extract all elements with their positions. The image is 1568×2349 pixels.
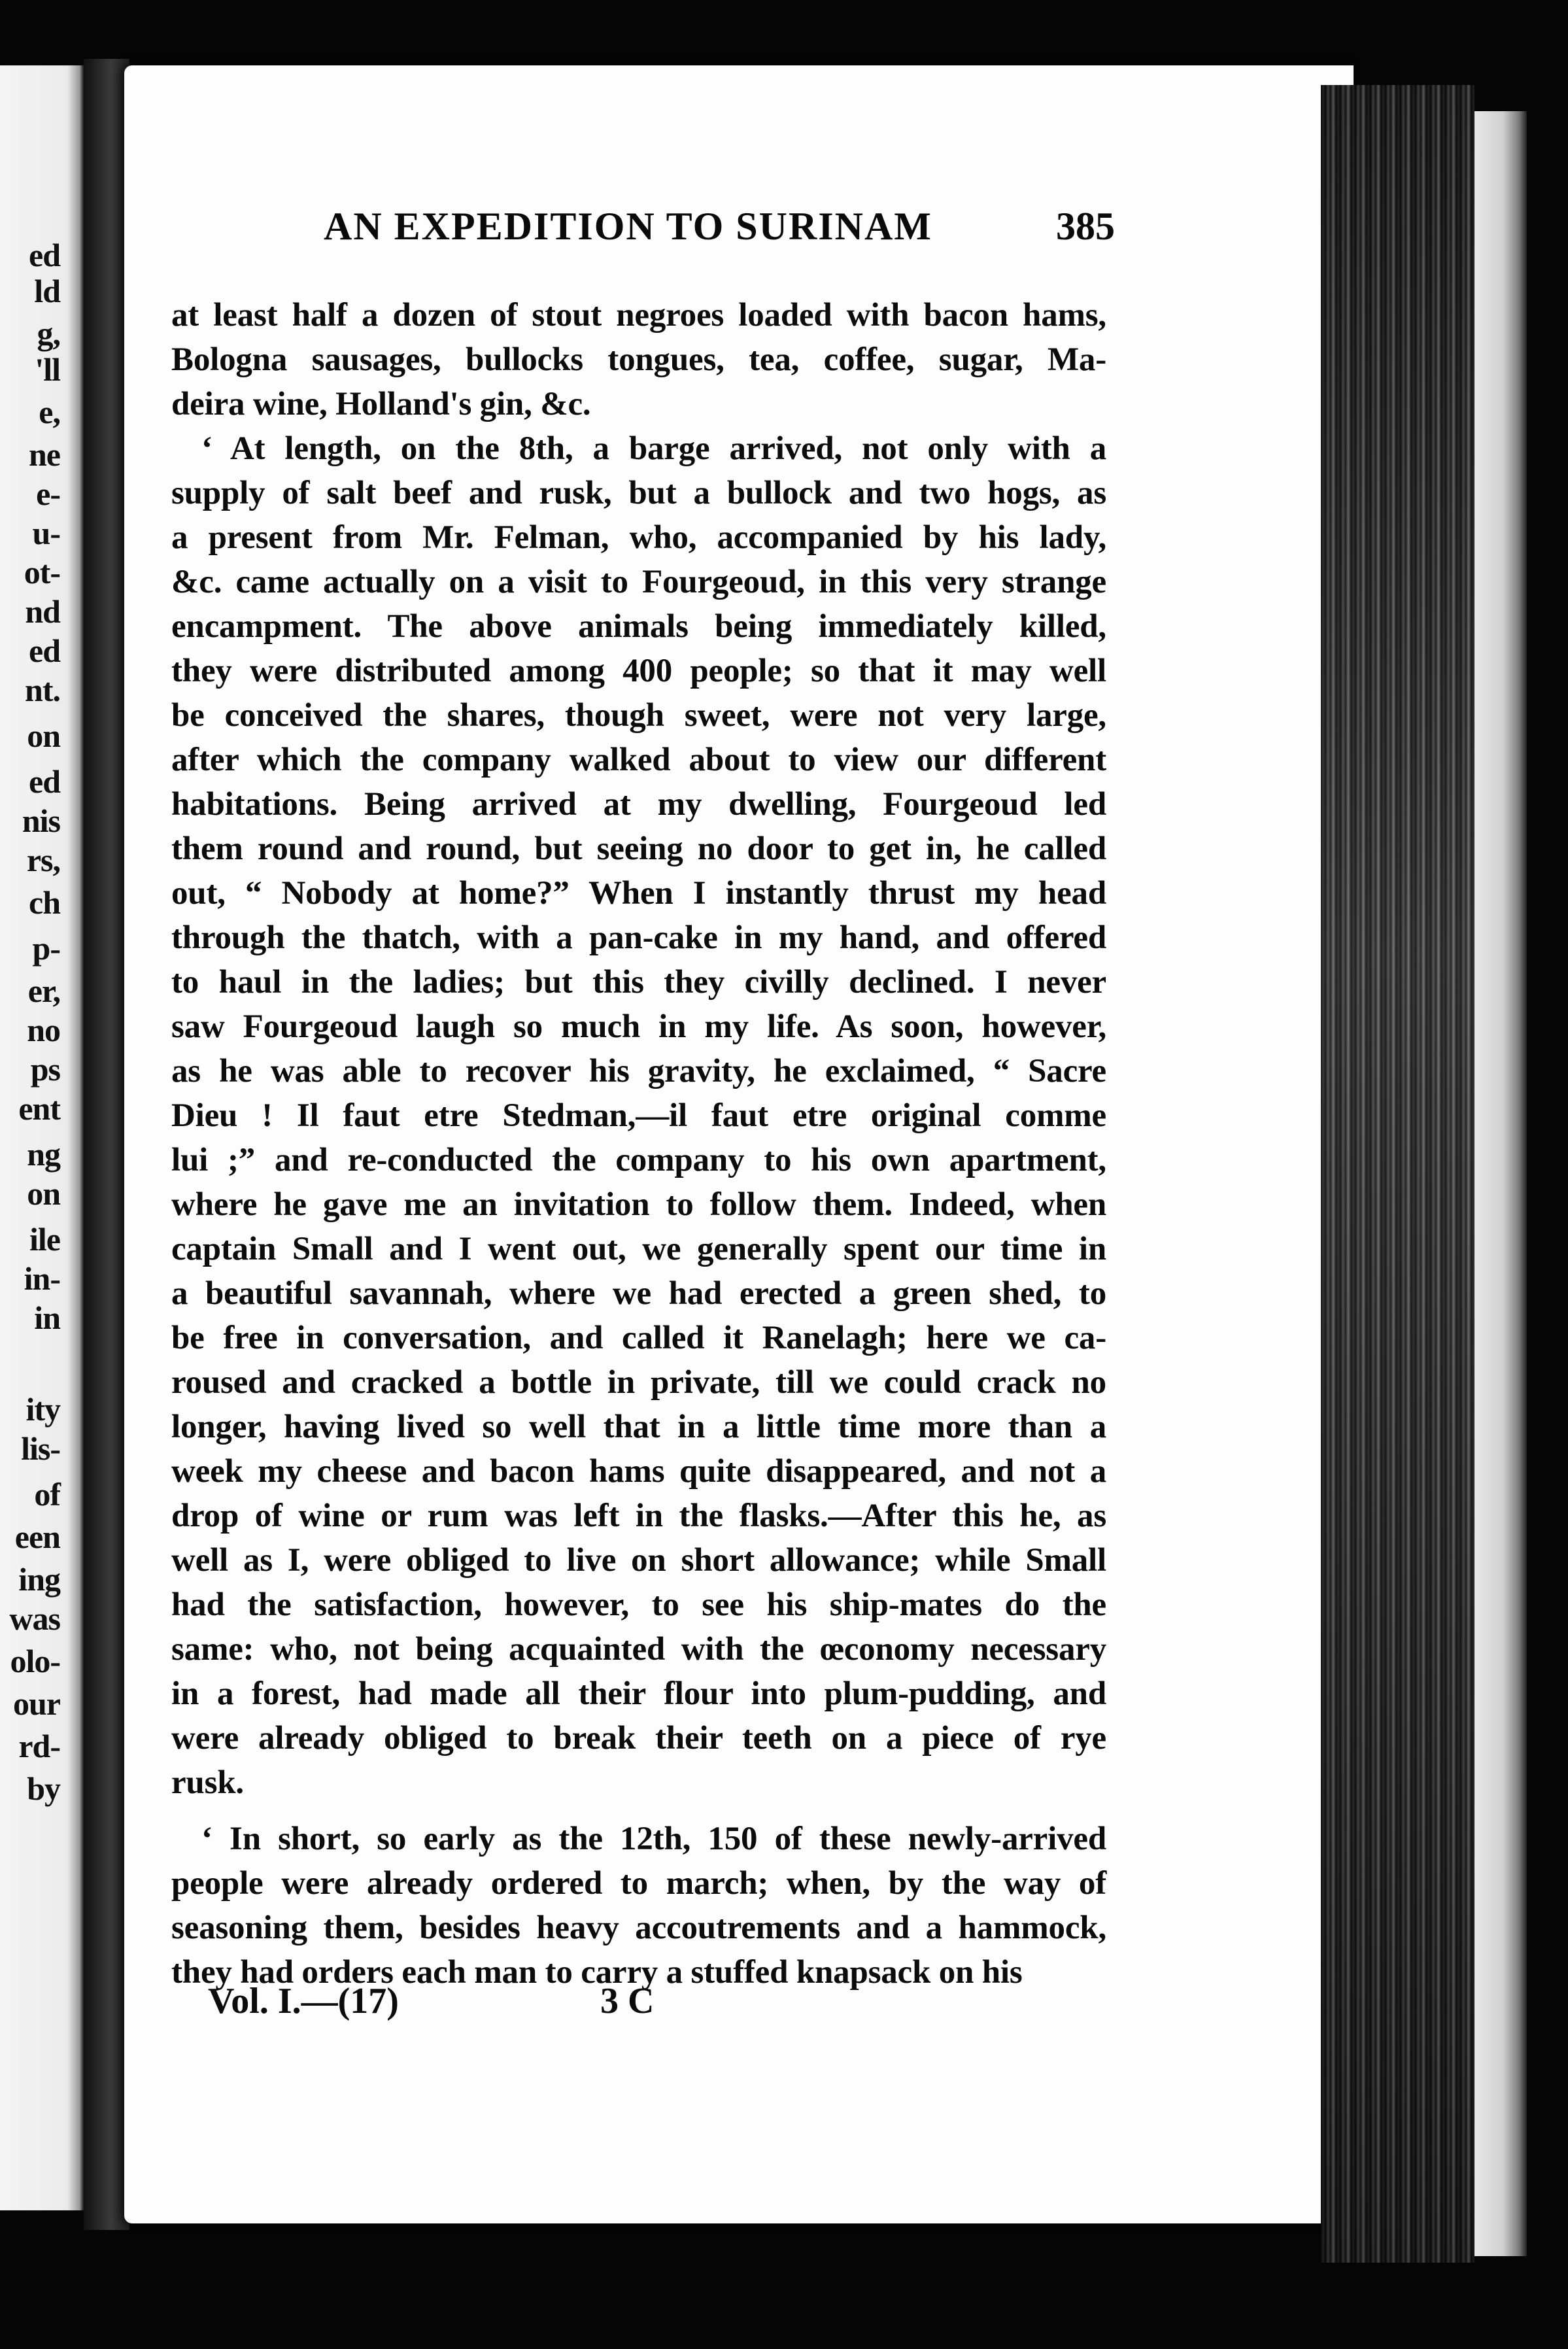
text-line: well as I, were obliged to live on short allowance; while Small xyxy=(171,1542,1106,1579)
left-page-fragment: ng xyxy=(27,1136,60,1173)
left-page-fragment: ne xyxy=(29,436,60,473)
text-line: habitations. Being arrived at my dwelling, Fourgeoud led xyxy=(171,786,1106,823)
text-line: them round and round, but seeing no door to get in, he called xyxy=(171,831,1106,867)
left-page-fragment: was xyxy=(9,1600,60,1637)
page-footer xyxy=(208,1980,731,2026)
left-page-fragment: 'll xyxy=(35,351,60,388)
left-page-fragment: olo- xyxy=(10,1643,60,1679)
left-page-fragment: rs, xyxy=(26,842,60,878)
left-page-fragment: ile xyxy=(29,1221,60,1258)
book-rim xyxy=(1474,111,1527,2256)
text-line: a present from Mr. Felman, who, accompanied by his lady, xyxy=(171,519,1106,556)
left-page-fragment: ed xyxy=(29,763,60,800)
text-line: rusk. xyxy=(171,1764,244,1801)
text-line: saw Fourgeoud laugh so much in my life. As soon, however, xyxy=(171,1008,1106,1045)
text-line: encampment. The above animals being immediately killed, xyxy=(171,608,1106,645)
text-line: in a forest, had made all their flour into plum-pudding, and xyxy=(171,1675,1106,1712)
left-page-fragment: ch xyxy=(29,884,60,921)
page-number: 385 xyxy=(1056,205,1115,248)
left-page-fragment: on xyxy=(27,1175,60,1212)
text-line: seasoning them, besides heavy accoutrements and a hammock, xyxy=(171,1910,1106,1946)
left-page-fragment: ing xyxy=(18,1561,60,1598)
text-line: week my cheese and bacon hams quite disappeared, and not a xyxy=(171,1453,1106,1490)
text-line: where he gave me an invitation to follow them. Indeed, when xyxy=(171,1186,1106,1223)
left-page-fragment: ed xyxy=(29,237,60,273)
left-page-fragment: een xyxy=(14,1518,60,1555)
text-line: lui ;” and re-conducted the company to his own apartment, xyxy=(171,1142,1106,1178)
left-page-fragment: lis- xyxy=(21,1430,60,1467)
left-page-fragment: er, xyxy=(27,972,60,1009)
left-page-fragment: nd xyxy=(25,593,60,630)
text-line: be conceived the shares, though sweet, were not very large, xyxy=(171,697,1106,734)
left-page-fragment: nt. xyxy=(25,672,60,708)
text-line: through the thatch, with a pan-cake in my hand, and offered xyxy=(171,919,1106,956)
left-page-fragment: ld xyxy=(34,273,60,309)
left-page-edge xyxy=(0,65,84,2210)
text-line: had the satisfaction, however, to see his ship-mates do the xyxy=(171,1586,1106,1623)
page-edges xyxy=(1321,85,1474,2263)
left-page-fragment: u- xyxy=(32,515,60,551)
left-page-fragment: e, xyxy=(39,394,60,430)
left-page-fragment: ent xyxy=(18,1090,60,1127)
running-title: AN EXPEDITION TO SURINAM xyxy=(324,205,932,248)
text-line: they had orders each man to carry a stuffed knapsack on his xyxy=(171,1954,1023,1991)
text-line: &c. came actually on a visit to Fourgeoud, in this very strange xyxy=(171,564,1106,600)
left-page-fragment: ed xyxy=(29,632,60,669)
left-page-fragment: in xyxy=(34,1299,60,1336)
text-line: roused and cracked a bottle in private, till we could crack no xyxy=(171,1364,1106,1401)
text-line: Bologna sausages, bullocks tongues, tea, coffee, sugar, Ma- xyxy=(171,341,1106,378)
text-line: deira wine, Holland's gin, &c. xyxy=(171,386,591,422)
left-page-fragment: of xyxy=(34,1476,60,1513)
left-page-fragment: rd- xyxy=(18,1728,60,1764)
left-page-fragment: g, xyxy=(37,315,60,352)
text-line: at least half a dozen of stout negroes loaded with bacon hams, xyxy=(171,297,1106,334)
text-line: Dieu ! Il faut etre Stedman,—il faut etre original comme xyxy=(171,1097,1106,1134)
text-line: ‘ At length, on the 8th, a barge arrived, not only with a xyxy=(201,430,1106,467)
text-line: as he was able to recover his gravity, he exclaimed, “ Sacre xyxy=(171,1053,1106,1089)
running-header xyxy=(324,204,1115,250)
book-gutter xyxy=(84,59,129,2230)
left-page-fragment: our xyxy=(13,1685,60,1722)
text-line: captain Small and I went out, we generally spent our time in xyxy=(171,1231,1106,1267)
text-line: a beautiful savannah, where we had erected a green shed, to xyxy=(171,1275,1106,1312)
text-line: be free in conversation, and called it Ranelagh; here we ca- xyxy=(171,1320,1106,1356)
body-text xyxy=(171,293,1106,1995)
left-page-fragment: by xyxy=(27,1770,60,1807)
text-line: were already obliged to break their teeth on a piece of rye xyxy=(171,1720,1106,1757)
left-page-fragment: ity xyxy=(26,1391,60,1428)
text-line: people were already ordered to march; when, by the way of xyxy=(171,1865,1106,1902)
signature-mark: 3 C xyxy=(600,1981,655,2021)
volume-marker: Vol. I.—(17) xyxy=(208,1981,399,2021)
text-line: to haul in the ladies; but this they civilly declined. I never xyxy=(171,964,1106,1001)
left-page-fragment: ps xyxy=(30,1051,60,1088)
left-page-fragment: ot- xyxy=(24,554,60,591)
text-line: after which the company walked about to view our different xyxy=(171,742,1106,778)
left-page-fragment: on xyxy=(27,717,60,754)
text-line: they were distributed among 400 people; so that it may well xyxy=(171,653,1106,689)
left-page-fragment: p- xyxy=(32,930,60,967)
left-page-fragment: no xyxy=(27,1012,60,1048)
left-page-fragment: e- xyxy=(36,475,60,512)
text-line: out, “ Nobody at home?” When I instantly thrust my head xyxy=(171,875,1106,912)
left-page-fragment: in- xyxy=(24,1260,60,1297)
left-page-fragment: nis xyxy=(22,802,60,839)
text-line: supply of salt beef and rusk, but a bullock and two hogs, as xyxy=(171,475,1106,511)
text-line: ‘ In short, so early as the 12th, 150 of these newly-arrived xyxy=(201,1821,1106,1857)
text-line: drop of wine or rum was left in the flasks.—After this he, as xyxy=(171,1498,1106,1534)
text-line: longer, having lived so well that in a little time more than a xyxy=(171,1409,1106,1445)
text-line: same: who, not being acquainted with the œconomy necessary xyxy=(171,1631,1106,1668)
